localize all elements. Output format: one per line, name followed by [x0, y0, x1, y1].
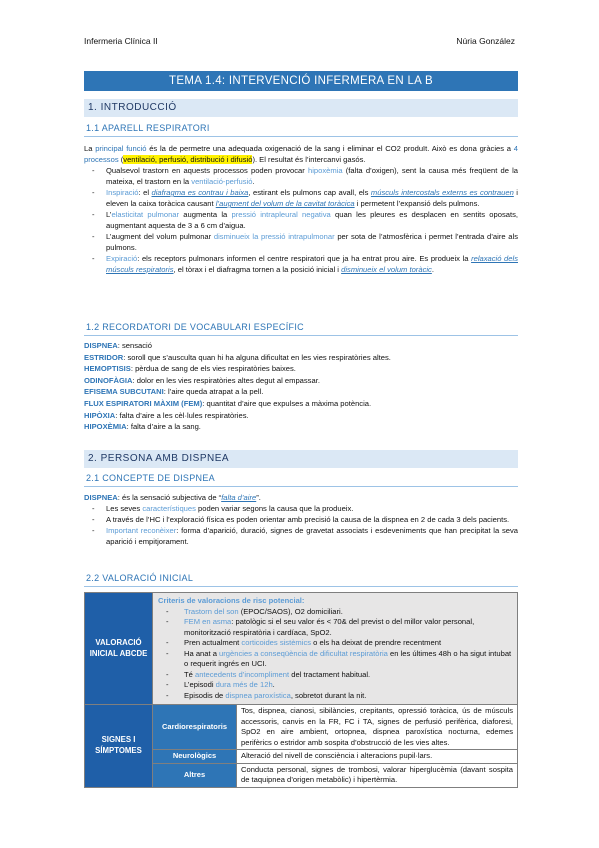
page-header [84, 36, 515, 46]
aparell-text [84, 143, 518, 275]
vocab-term: HEMOPTISIS [84, 364, 131, 374]
table-row [85, 705, 518, 750]
dispnea-text [84, 492, 518, 547]
vocab-term: EFISEMA SUBCUTANI [84, 387, 164, 397]
criteria-list [154, 607, 516, 704]
criteria-text: Ha anat a [184, 648, 220, 658]
vocab-definition: : falta d’aire a les cèl·lules respiratòries. [115, 410, 249, 420]
criteria-item [158, 617, 512, 638]
aparell-paragraph: La principal funció és la de permetre una adequada oxigenació de la sang i eliminar el CO2 produït. Això es dona gràcies a 4 processos (ventilació, perfusió, distribució i difusió). El resultat és l’intercanvi gasós. [84, 144, 518, 164]
vocabulary-list [84, 340, 518, 433]
document-title: TEMA 1.4: INTERVENCIÓ INFERMERA EN LA B [84, 71, 518, 91]
vocab-term: HIPÒXIA [84, 410, 116, 420]
vocab-definition: : soroll que s’ausculta quan hi ha alguna dificultat en les vies respiratòries altes. [123, 352, 391, 362]
vocab-term: ESTRIDOR [84, 352, 124, 362]
criteria-title: Criteris de valoracions de risc potencial: [158, 596, 305, 605]
header-course: Infermeria Clínica II [84, 36, 158, 46]
criteria-text: Pren actualment [184, 638, 242, 647]
vocab-item [84, 340, 518, 352]
criteria-text: del tractament habitual. [289, 669, 371, 679]
vocab-term: FLUX ESPIRATORI MÀXIM (FEM) [84, 398, 203, 408]
criteria-text: o els ha deixat de prendre recentment [311, 638, 442, 647]
list-item: - L’augment del volum pulmonar disminueix la pressió intrapulmonar per sota de l’atmosfèrica i permet l’entrada d’aire als pulmons. [84, 231, 518, 253]
criteria-item [158, 680, 512, 691]
row-label-signes: SIGNES I SÍMPTOMES [85, 705, 153, 788]
list-item: - Expiració: els receptors pulmonars informen el centre respiratori que ja ha entrat prou aire. Es produeix la relaxació dels músculs respiratoris, el tòrax i el diafragma tornen a la posició inicial i disminueix el volum toràcic. [84, 253, 518, 275]
vocab-item [84, 375, 518, 387]
list-item: - Qualsevol trastorn en aquests processos poden provocar hipoxèmia (falta d’oxigen), sent la causa més freqüent de la mateixa, el trastorn en la ventilació-perfusió. [84, 165, 518, 187]
neurologics-cell: Alteració del nivell de consciència i alteracions pupil·lars. [237, 750, 518, 764]
dispnea-bullet-list [84, 503, 518, 547]
vocab-definition: : quantitat d’aire que expulses a màxima potència. [202, 398, 372, 408]
vocab-item [84, 398, 518, 410]
highlighted-processes: ventilació, perfusió, distribució i difusió [123, 155, 253, 164]
list-item: - A través de l’HC i l’exploració física es poden orientar amb precisió la causa de la dispnea en 2 de cada 3 dels pacients. [84, 514, 518, 525]
dispnea-definition: DISPNEA: és la sensació subjectiva de “falta d’aire”. [84, 493, 261, 502]
criteria-text: (EPOC/SAOS), O2 domiciliari. [238, 606, 343, 616]
vocab-item [84, 386, 518, 398]
criteria-text: , sobretot durant la nit. [290, 690, 367, 700]
vocab-definition: : falta d’aire a la sang. [126, 422, 201, 432]
subsection-heading-concepte: 2.1 CONCEPTE DE DISPNEA [84, 473, 518, 487]
criteria-text: antecedents d’incompliment [194, 669, 290, 679]
vocab-term: HIPOXÈMIA [84, 422, 127, 432]
cardiorespiratoris-cell: Tos, dispnea, cianosi, sibilàncies, crepitants, opressió toràcica, ús de músculs accessoris, canvis en la FR, FC i TA, signes de perfusió perifèrica, diaforesi, SpO2 en aire ambient, ortopnea, dispnea paroxística nocturna, edemes perifèrics o estridor amb sospita d’obstrucció de les vies altes. [237, 705, 518, 750]
criteria-text: Episodis de [184, 690, 226, 700]
criteria-text: urgències a conseqüència de dificultat respiratòria [219, 648, 388, 658]
header-author: Núria González [456, 36, 515, 46]
table-row [85, 593, 518, 705]
list-item: - L’elasticitat pulmonar augmenta la pressió intrapleural negativa quan les pleures es desplacen en sentits oposats, augmentant aquesta de 3 a 6 cm d’aigua. [84, 209, 518, 231]
criteria-text: corticoides sistèmics [241, 638, 312, 647]
criteria-item [158, 691, 512, 702]
valoracio-table [84, 592, 518, 788]
criteria-text: Trastorn del son [184, 606, 239, 616]
row-label-valoracio: VALORACIÓ INICIAL ABCDE [85, 593, 153, 705]
list-item: - Les seves característiques poden variar segons la causa que la produeix. [84, 503, 518, 514]
sub-label-cardiorespiratoris: Cardiorespiratoris [153, 705, 237, 750]
criteria-item [158, 607, 512, 618]
vocab-definition: : sensació [117, 341, 152, 350]
criteria-item [158, 638, 512, 649]
criteria-item [158, 670, 512, 681]
vocab-definition: : l’aire queda atrapat a la pell. [163, 387, 264, 397]
vocab-item [84, 421, 518, 433]
criteria-text: FEM en asma [184, 617, 232, 626]
criteria-text: dura més de 12h [215, 680, 273, 689]
subsection-heading-aparell: 1.1 APARELL RESPIRATORI [84, 123, 518, 137]
section-heading-dispnea: 2. PERSONA AMB DISPNEA [84, 450, 518, 468]
criteria-item [158, 649, 512, 670]
altres-cell: Conducta personal, signes de trombosi, valorar hiperglucèmia (davant sospita de taquipnea d’origen metabòlic) i hipertèrmia. [237, 763, 518, 787]
sub-label-altres: Altres [153, 763, 237, 787]
vocab-term: ODINOFÀGIA [84, 375, 133, 385]
criteria-cell [153, 593, 518, 705]
list-item: - Inspiració: el diafragma es contrau i baixa, estirant els pulmons cap avall, els músculs intercostals externs es contrauen i eleven la caixa toràcica causant l’augment del volum de la cavitat toràcica i permetent l’expansió dels pulmons. [84, 187, 518, 209]
vocab-item [84, 352, 518, 364]
sub-label-neurologics: Neurològics [153, 750, 237, 764]
criteria-text: en les últimes 48h o ha sigut intubat o requerit ingrés en UCI. [184, 648, 512, 668]
subsection-heading-valoracio: 2.2 VALORACIÓ INICIAL [84, 573, 518, 587]
section-heading-introduccio: 1. INTRODUCCIÓ [84, 99, 518, 117]
aparell-bullet-list [84, 165, 518, 275]
vocab-term: DISPNEA [84, 341, 118, 350]
criteria-text: : patològic si el seu valor és < 70& del previst o del millor valor personal, monitorització respiratòria i cardíaca, SpO2. [184, 617, 475, 637]
vocab-item [84, 363, 518, 375]
vocab-definition: : dolor en les vies respiratòries altes degut al empassar. [132, 375, 320, 385]
criteria-text: Té [184, 669, 195, 679]
vocab-definition: : pèrdua de sang de els vies respiratòries baixes. [130, 364, 296, 374]
criteria-text: L’episodi [184, 680, 216, 689]
vocab-item [84, 410, 518, 422]
criteria-text: . [272, 680, 275, 689]
list-item: - Important reconèixer: forma d’aparició, duració, signes de gravetat associats i esdeveniments que han precipitat la seva aparició i empitjorament. [84, 525, 518, 547]
subsection-heading-vocabulari: 1.2 RECORDATORI DE VOCABULARI ESPECÍFIC [84, 322, 518, 336]
criteria-text: dispnea paroxística [225, 690, 291, 700]
